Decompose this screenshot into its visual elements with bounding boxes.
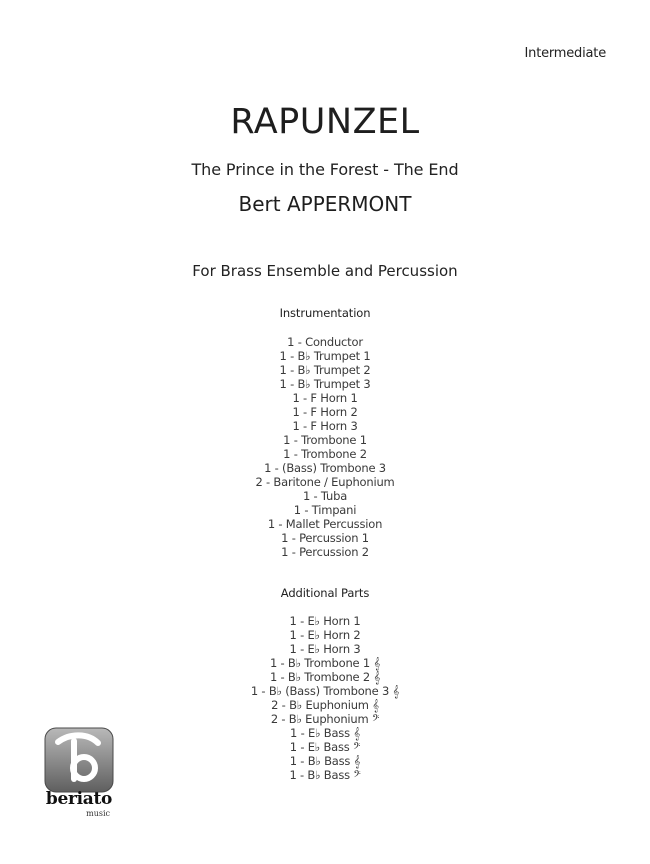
list-item: 1 - Percussion 1 [281, 531, 369, 545]
list-item: 1 - B♭ Trombone 2 𝄞 [269, 670, 381, 684]
list-item: 1 - E♭ Bass 𝄢 [289, 740, 361, 754]
list-item: 1 - B♭ Trumpet 2 [279, 363, 371, 377]
list-item: 1 - E♭ Bass 𝄞 [290, 726, 360, 740]
list-item: 1 - F Horn 3 [292, 419, 358, 433]
instrumentation-heading: Instrumentation [279, 306, 371, 320]
list-item: 2 - B♭ Euphonium 𝄞 [271, 698, 379, 712]
page-title: RAPUNZEL [230, 102, 420, 142]
list-item: 1 - Conductor [287, 335, 363, 349]
logo-wordmark: beriato [45, 789, 113, 809]
ensemble-description: For Brass Ensemble and Percussion [192, 262, 458, 280]
difficulty-level: Intermediate [524, 46, 606, 61]
list-item: 1 - Mallet Percussion [267, 517, 383, 531]
list-item: 1 - E♭ Horn 2 [289, 628, 361, 642]
list-item: 2 - Baritone / Euphonium [255, 475, 395, 489]
list-item: 1 - E♭ Horn 1 [289, 614, 361, 628]
instrumentation-list [0, 335, 650, 559]
list-item: 1 - Trombone 1 [283, 433, 367, 447]
list-item: 1 - B♭ Trombone 1 𝄞 [269, 656, 381, 670]
list-item: 1 - Percussion 2 [281, 545, 369, 559]
list-item: 1 - E♭ Horn 3 [289, 642, 361, 656]
list-item: 1 - (Bass) Trombone 3 [264, 461, 386, 475]
list-item: 2 - B♭ Euphonium 𝄢 [270, 712, 380, 726]
list-item: 1 - B♭ Bass 𝄢 [289, 768, 361, 782]
list-item: 1 - Tuba [302, 489, 348, 503]
additional-parts-heading: Additional Parts [280, 586, 370, 600]
composer-name: Bert APPERMONT [238, 192, 412, 216]
list-item: 1 - Trombone 2 [283, 447, 367, 461]
list-item: 1 - F Horn 2 [292, 405, 358, 419]
publisher-logo [44, 727, 114, 822]
list-item: 1 - B♭ Bass 𝄞 [289, 754, 361, 768]
list-item: 1 - F Horn 1 [292, 391, 358, 405]
list-item: 1 - B♭ (Bass) Trombone 3 𝄞 [250, 684, 400, 698]
subtitle: The Prince in the Forest - The End [191, 160, 459, 179]
list-item: 1 - B♭ Trumpet 1 [279, 349, 371, 363]
logo-subtext: music [86, 809, 110, 818]
beriato-logo-icon [44, 727, 114, 793]
list-item: 1 - Timpani [293, 503, 357, 517]
list-item: 1 - B♭ Trumpet 3 [279, 377, 371, 391]
